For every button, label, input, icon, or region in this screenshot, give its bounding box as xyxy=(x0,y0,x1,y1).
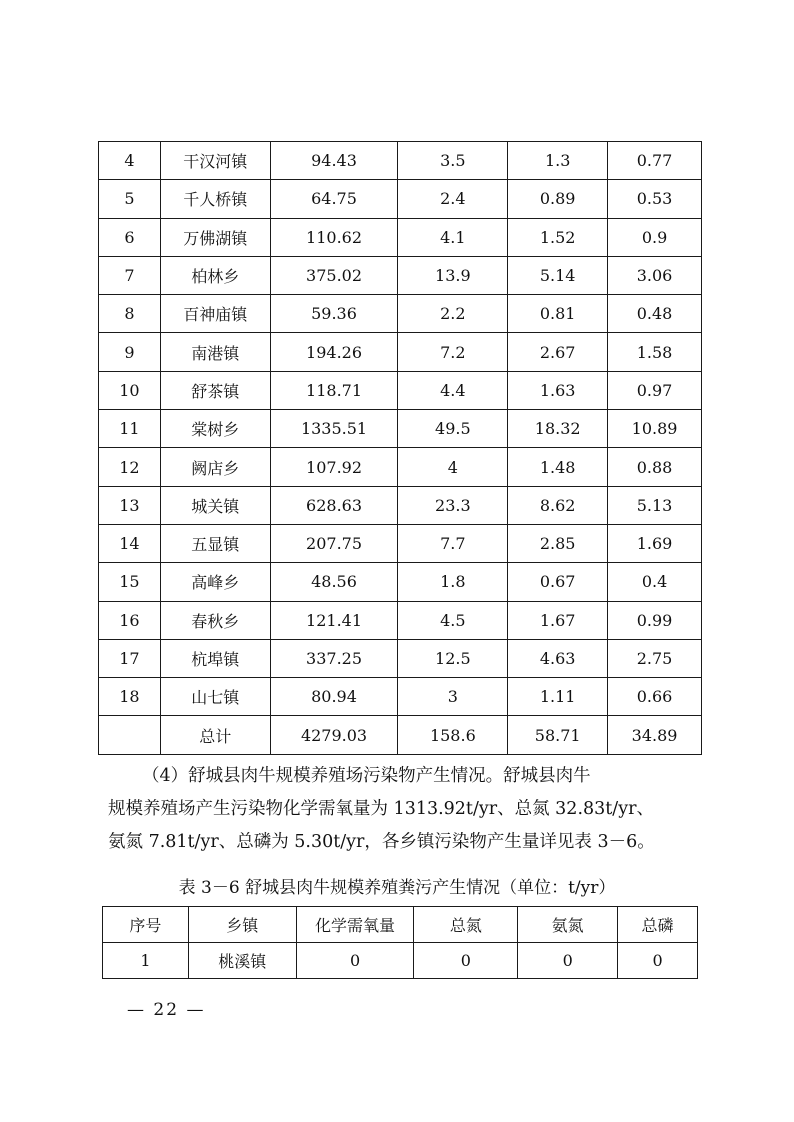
table-cell: 337.25 xyxy=(270,639,398,677)
table-cell: 16 xyxy=(99,601,161,639)
table-cell: 杭埠镇 xyxy=(160,639,270,677)
table-row xyxy=(99,295,702,333)
table-row xyxy=(99,448,702,486)
table-cell: 0.77 xyxy=(608,142,702,180)
table-cell: 59.36 xyxy=(270,295,398,333)
table-cell: 柏林乡 xyxy=(160,256,270,294)
table-cell: 2.75 xyxy=(608,639,702,677)
table-cell: 34.89 xyxy=(608,716,702,754)
table-cell: 3.5 xyxy=(398,142,508,180)
page-number: — 22 — xyxy=(127,1000,206,1020)
table-cell: 7.2 xyxy=(398,333,508,371)
table-row xyxy=(99,601,702,639)
table-row xyxy=(99,678,702,716)
table-row xyxy=(99,563,702,601)
table-cell: 2.85 xyxy=(508,524,608,562)
table-cell: 2.67 xyxy=(508,333,608,371)
table-cell: 4279.03 xyxy=(270,716,398,754)
table-cell: 百神庙镇 xyxy=(160,295,270,333)
table-cell: 7.7 xyxy=(398,524,508,562)
table-cell: 0 xyxy=(296,943,414,979)
table-cell: 4.4 xyxy=(398,371,508,409)
table-cell: 3 xyxy=(398,678,508,716)
table-row xyxy=(99,486,702,524)
table-cell: 12.5 xyxy=(398,639,508,677)
table-cell: 干汉河镇 xyxy=(160,142,270,180)
table-cell: 1.58 xyxy=(608,333,702,371)
table-cell: 0.97 xyxy=(608,371,702,409)
pollution-table-continued xyxy=(98,141,702,755)
column-header: 氨氮 xyxy=(518,907,618,943)
table-cell: 桃溪镇 xyxy=(188,943,296,979)
table-cell: 8 xyxy=(99,295,161,333)
table-cell: 4.5 xyxy=(398,601,508,639)
table-cell: 1 xyxy=(103,943,189,979)
table-cell: 158.6 xyxy=(398,716,508,754)
table-cell: 121.41 xyxy=(270,601,398,639)
table-cell: 5.14 xyxy=(508,256,608,294)
table-cell: 80.94 xyxy=(270,678,398,716)
table-cell: 1.8 xyxy=(398,563,508,601)
table-row xyxy=(99,716,702,754)
column-header: 序号 xyxy=(103,907,189,943)
table-cell: 4 xyxy=(398,448,508,486)
table-row xyxy=(99,256,702,294)
table-cell: 0 xyxy=(618,943,698,979)
body-paragraph xyxy=(108,760,708,859)
table-cell: 0.99 xyxy=(608,601,702,639)
paragraph-line: 规模养殖场产生污染物化学需氧量为 1313.92t/yr、总氮 32.83t/yr、 xyxy=(108,799,654,819)
table-cell: 城关镇 xyxy=(160,486,270,524)
table-cell: 194.26 xyxy=(270,333,398,371)
table-cell: 375.02 xyxy=(270,256,398,294)
table-cell: 107.92 xyxy=(270,448,398,486)
table-cell: 13.9 xyxy=(398,256,508,294)
table-cell: 5.13 xyxy=(608,486,702,524)
table-cell: 1.48 xyxy=(508,448,608,486)
table-cell: 10 xyxy=(99,371,161,409)
table-cell: 628.63 xyxy=(270,486,398,524)
table-row xyxy=(103,943,698,979)
table-cell: 1.63 xyxy=(508,371,608,409)
table-cell: 4 xyxy=(99,142,161,180)
table-cell: 山七镇 xyxy=(160,678,270,716)
table-cell: 23.3 xyxy=(398,486,508,524)
table-cell: 118.71 xyxy=(270,371,398,409)
table-cell: 13 xyxy=(99,486,161,524)
table-cell: 14 xyxy=(99,524,161,562)
table-cell: 0.4 xyxy=(608,563,702,601)
table-cell: 0.48 xyxy=(608,295,702,333)
table-cell: 千人桥镇 xyxy=(160,180,270,218)
table-cell: 207.75 xyxy=(270,524,398,562)
table-cell: 58.71 xyxy=(508,716,608,754)
table-cell: 1.67 xyxy=(508,601,608,639)
table-cell: 49.5 xyxy=(398,410,508,448)
table-cell: 2.2 xyxy=(398,295,508,333)
table-cell: 2.4 xyxy=(398,180,508,218)
table-cell: 11 xyxy=(99,410,161,448)
table-cell: 3.06 xyxy=(608,256,702,294)
table-cell: 0.66 xyxy=(608,678,702,716)
table-row xyxy=(99,333,702,371)
table-cell: 0 xyxy=(414,943,518,979)
table-cell: 0.53 xyxy=(608,180,702,218)
table-cell: 0.88 xyxy=(608,448,702,486)
table-cell: 110.62 xyxy=(270,218,398,256)
table-cell: 0.67 xyxy=(508,563,608,601)
table-row xyxy=(99,142,702,180)
table-cell: 7 xyxy=(99,256,161,294)
table-cell: 总计 xyxy=(160,716,270,754)
table-cell: 0 xyxy=(518,943,618,979)
paragraph-line: （4）舒城县肉牛规模养殖场污染物产生情况。舒城县肉牛 xyxy=(142,766,591,786)
table-cell: 1335.51 xyxy=(270,410,398,448)
column-header: 乡镇 xyxy=(188,907,296,943)
table-cell: 万佛湖镇 xyxy=(160,218,270,256)
table-cell: 0.9 xyxy=(608,218,702,256)
table-cell: 阙店乡 xyxy=(160,448,270,486)
table-cell: 18.32 xyxy=(508,410,608,448)
table-body xyxy=(99,142,702,755)
table-cell: 1.11 xyxy=(508,678,608,716)
table-row xyxy=(99,218,702,256)
table-cell xyxy=(99,716,161,754)
table-cell: 1.3 xyxy=(508,142,608,180)
column-header: 化学需氧量 xyxy=(296,907,414,943)
table-cell: 12 xyxy=(99,448,161,486)
table-cell: 舒茶镇 xyxy=(160,371,270,409)
table-caption: 表 3－6 舒城县肉牛规模养殖粪污产生情况（单位：t/yr） xyxy=(178,878,616,898)
paragraph-line: 氨氮 7.81t/yr、总磷为 5.30t/yr，各乡镇污染物产生量详见表 3－6。 xyxy=(108,832,655,852)
table-cell: 4.63 xyxy=(508,639,608,677)
table-cell: 1.52 xyxy=(508,218,608,256)
table-cell: 6 xyxy=(99,218,161,256)
table-cell: 高峰乡 xyxy=(160,563,270,601)
table-cell: 10.89 xyxy=(608,410,702,448)
table-row xyxy=(99,371,702,409)
table-cell: 94.43 xyxy=(270,142,398,180)
table-body xyxy=(103,943,698,979)
pollution-table-3-6 xyxy=(102,906,698,979)
column-header: 总氮 xyxy=(414,907,518,943)
column-header: 总磷 xyxy=(618,907,698,943)
table-cell: 17 xyxy=(99,639,161,677)
table-cell: 9 xyxy=(99,333,161,371)
table-cell: 64.75 xyxy=(270,180,398,218)
table-cell: 4.1 xyxy=(398,218,508,256)
table-header-row xyxy=(103,907,698,943)
table-cell: 1.69 xyxy=(608,524,702,562)
table-cell: 0.81 xyxy=(508,295,608,333)
table-cell: 五显镇 xyxy=(160,524,270,562)
table-cell: 春秋乡 xyxy=(160,601,270,639)
table-row xyxy=(99,639,702,677)
table-row xyxy=(99,410,702,448)
table-cell: 0.89 xyxy=(508,180,608,218)
table-cell: 8.62 xyxy=(508,486,608,524)
table-cell: 15 xyxy=(99,563,161,601)
table-cell: 18 xyxy=(99,678,161,716)
table-cell: 48.56 xyxy=(270,563,398,601)
table-row xyxy=(99,180,702,218)
table-cell: 5 xyxy=(99,180,161,218)
table-cell: 南港镇 xyxy=(160,333,270,371)
table-cell: 棠树乡 xyxy=(160,410,270,448)
table-row xyxy=(99,524,702,562)
